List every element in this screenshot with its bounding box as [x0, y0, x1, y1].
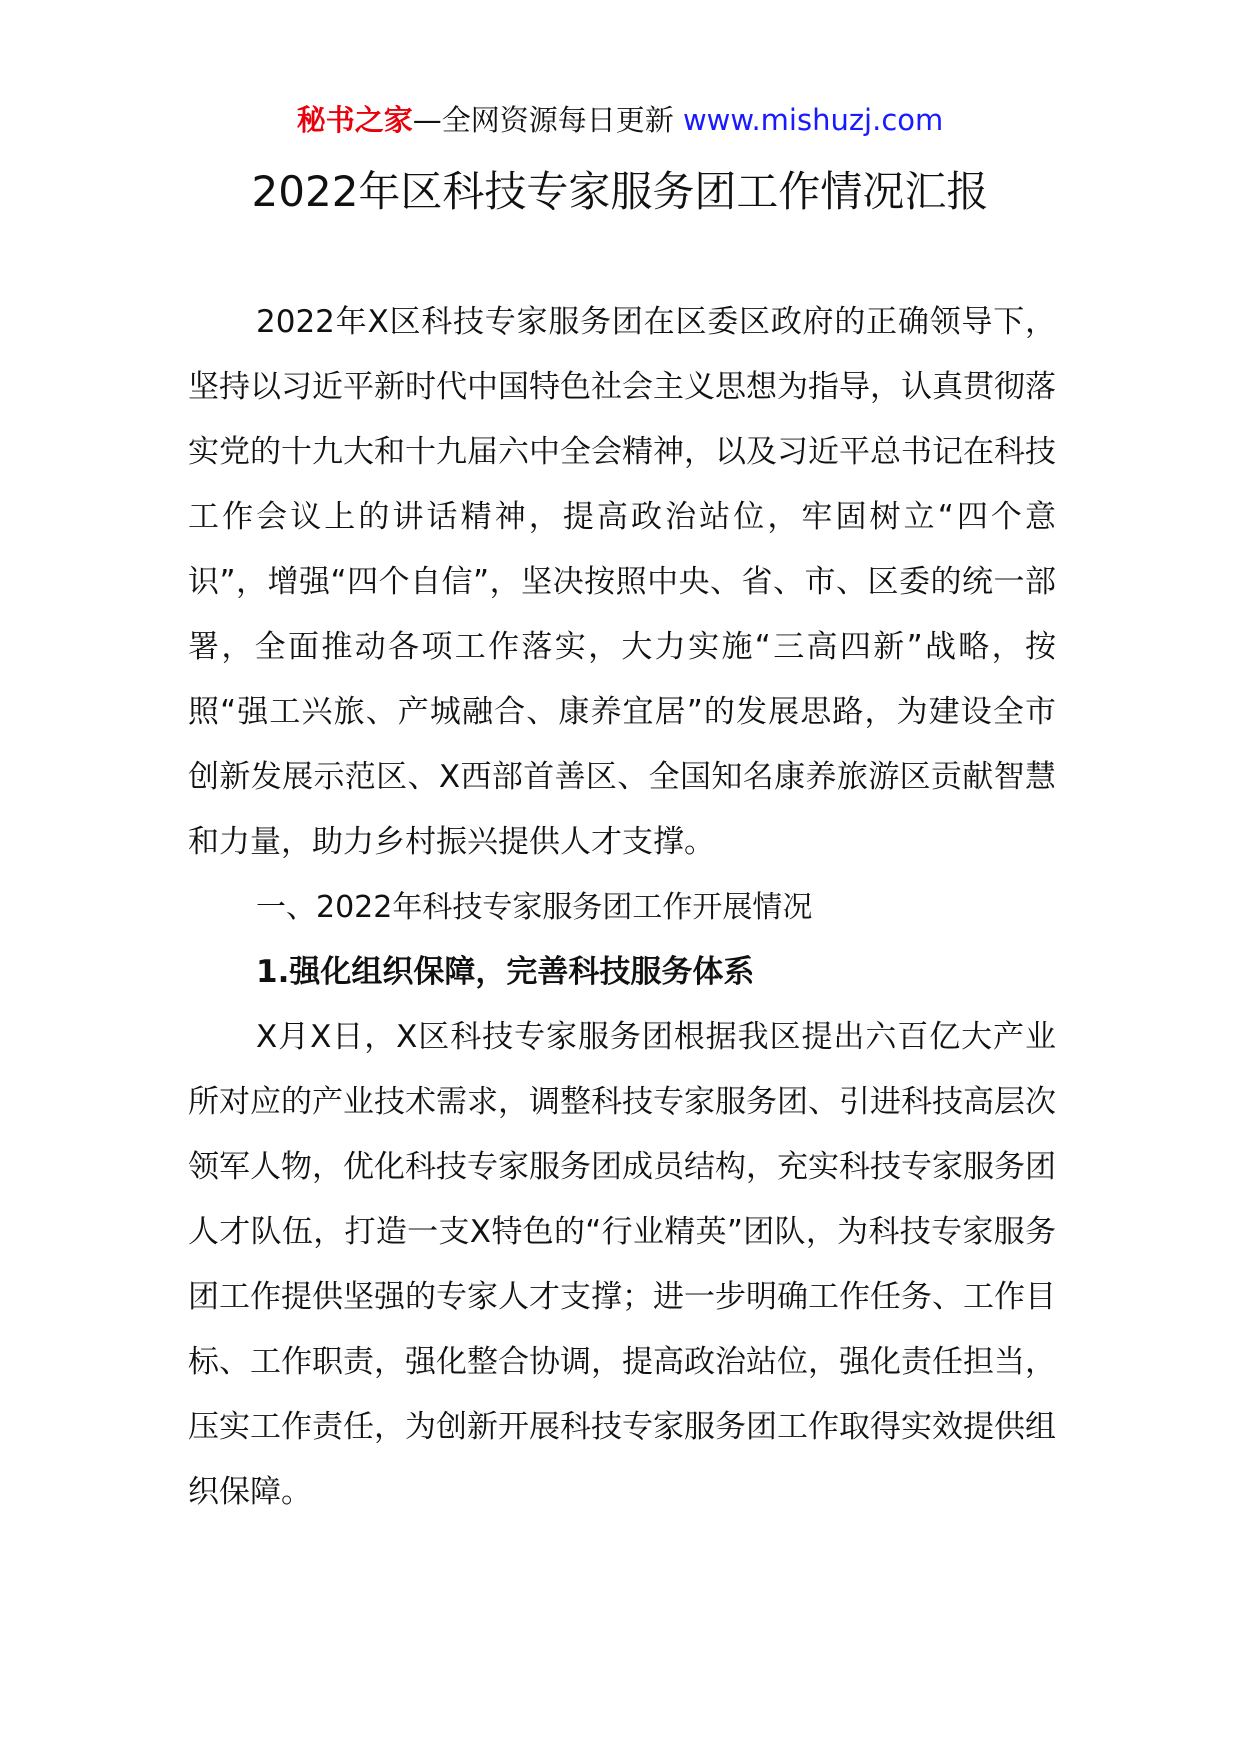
intro-paragraph: 2022年X区科技专家服务团在区委区政府的正确领导下，坚持以习近平新时代中国特色社会主义思想为指导，认真贯彻落实党的十九大和十九届六中全会精神，以及习近平总书记在科技工作会议上的讲话精神，提高政治站位，牢固树立“四个意识”，增强“四个自信”，坚决按照中央、省、市、区委的统一部署，全面推动各项工作落实，大力实施“三高四新”战略，按照“强工兴旅、产城融合、康养宜居”的发展思路，为建设全市创新发展示范区、X西部首善区、全国知名康养旅游区贡献智慧和力量，助力乡村振兴提供人才支撑。 — [188, 304, 1056, 860]
section-heading-1: 一、2022年科技专家服务团工作开展情况 — [256, 890, 813, 925]
subsection-heading-1: 1.强化组织保障，完善科技服务体系 — [256, 954, 755, 990]
body-paragraph: X月X日，X区科技专家服务团根据我区提出六百亿大产业所对应的产业技术需求，调整科技专家服务团、引进科技高层次领军人物，优化科技专家服务团成员结构，充实科技专家服务团人才队伍，打造一支X特色的“行业精英”团队，为科技专家服务团工作提供坚强的专家人才支撑；进一步明确工作任务、工作目标、工作职责，强化整合协调，提高政治站位，强化责任担当，压实工作责任，为创新开展科技专家服务团工作取得实效提供组织保障。 — [188, 1019, 1056, 1510]
site-brand: 秘书之家 — [296, 103, 413, 137]
site-url-link[interactable]: www.mishuzj.com — [682, 103, 944, 137]
site-slogan: —全网资源每日更新 — [412, 103, 674, 137]
site-header — [0, 100, 1240, 140]
document-body — [188, 290, 1056, 1525]
document-title: 2022年区科技专家服务团工作情况汇报 — [251, 167, 989, 216]
